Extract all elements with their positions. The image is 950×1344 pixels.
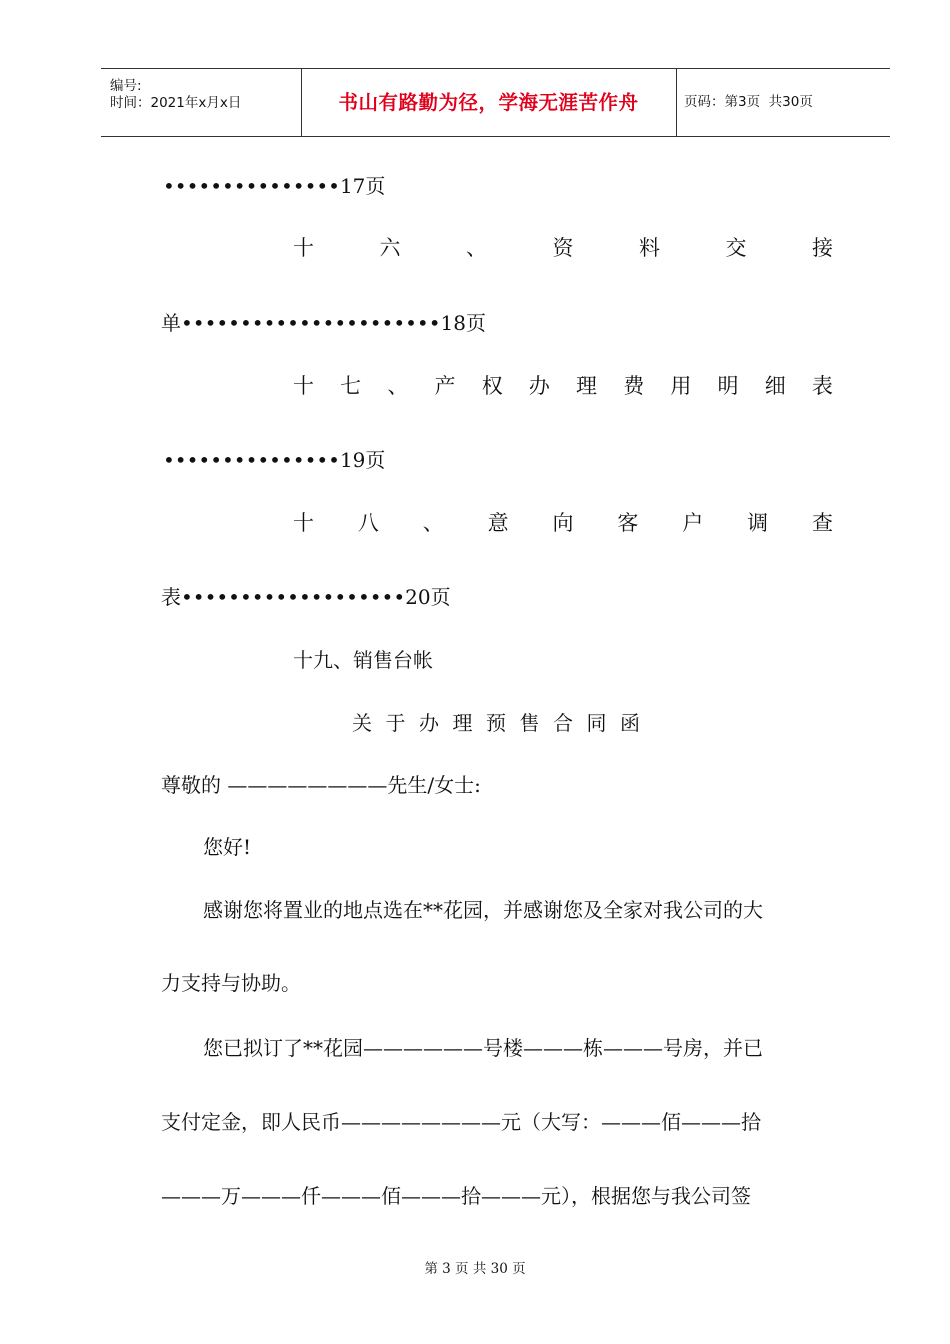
toc-line-dots-19: •••••••••••••••19页: [163, 448, 386, 472]
letter-title-char: 预: [486, 711, 506, 735]
header-meta-cell: [101, 69, 302, 136]
letter-title-char: 合: [553, 711, 573, 735]
toc-item-18-char: 查: [812, 511, 833, 535]
toc-item-17-char: 十: [293, 374, 314, 398]
toc-item-17-char: 办: [528, 374, 550, 398]
toc-item-18-char: 户: [682, 511, 704, 535]
toc-item-17-char: 明: [717, 374, 739, 398]
toc-item-17-char: 权: [481, 374, 503, 398]
toc-line-20: 表•••••••••••••••••••20页: [161, 585, 451, 609]
letter-title-char: 函: [620, 711, 640, 735]
toc-line-dots-17: •••••••••••••••17页: [163, 174, 386, 198]
toc-item-16-char: 资: [552, 236, 574, 260]
toc-item-16-char: 、: [466, 236, 487, 260]
toc-item-17-char: 表: [811, 374, 833, 398]
letter-greeting: 您好!: [203, 835, 252, 859]
toc-item-18-char: 八: [357, 511, 379, 535]
letter-title-char: 关: [352, 711, 372, 735]
toc-item-18-char: 、: [422, 511, 444, 535]
letter-title-char: 同: [586, 711, 607, 735]
toc-item-18-char: 向: [552, 511, 574, 535]
toc-item-18-char: 客: [617, 511, 639, 535]
toc-item-17-char: 细: [764, 374, 786, 398]
toc-item-16-char: 六: [379, 236, 401, 260]
toc-item-18: [293, 509, 833, 537]
document-header: [101, 68, 890, 137]
toc-item-18-char: 意: [487, 511, 509, 535]
paragraph-1-line-2: 力支持与协助。: [161, 971, 301, 995]
toc-item-16-char: 接: [812, 236, 833, 260]
paragraph-2-line-2: 支付定金，即人民币————————元（大写：———佰———拾: [161, 1110, 761, 1134]
toc-item-17: [293, 372, 833, 400]
letter-title: [352, 709, 640, 737]
header-page-info: 页码：第3页 共30页: [684, 94, 813, 110]
toc-item-18-char: 调: [747, 511, 769, 535]
letter-title-char: 办: [419, 711, 439, 735]
toc-item-16-char: 十: [293, 236, 314, 260]
paragraph-2-line-3: ———万———仟———佰———拾———元），根据您与我公司签: [161, 1184, 751, 1208]
header-motto: 书山有路勤为径，学海无涯苦作舟: [301, 69, 677, 136]
toc-item-17-char: 、: [387, 374, 409, 398]
toc-item-17-char: 产: [434, 374, 456, 398]
paragraph-2-line-1: 您已拟订了**花园——————号楼———栋———号房，并已: [203, 1036, 763, 1060]
toc-item-16-char: 料: [639, 236, 660, 260]
toc-item-16: [293, 234, 833, 262]
toc-item-16-char: 交: [725, 236, 747, 260]
toc-line-18: 单••••••••••••••••••••••18页: [161, 311, 486, 335]
toc-item-17-char: 理: [576, 374, 598, 398]
toc-item-18-char: 十: [293, 511, 314, 535]
toc-item-17-char: 费: [623, 374, 645, 398]
toc-item-17-char: 用: [670, 374, 692, 398]
letter-salutation: 尊敬的 ————————先生/女士:: [161, 773, 481, 797]
toc-item-17-char: 七: [340, 374, 362, 398]
toc-item-19: 十九、销售台帐: [293, 648, 433, 672]
document-time-label: 时间：2021年x月x日: [110, 95, 242, 111]
page-footer: 第 3 页 共 30 页: [424, 1261, 526, 1277]
letter-title-char: 于: [385, 711, 406, 735]
letter-title-char: 售: [519, 711, 540, 735]
letter-title-char: 理: [452, 711, 473, 735]
paragraph-1-line-1: 感谢您将置业的地点选在**花园，并感谢您及全家对我公司的大: [203, 898, 763, 922]
document-number-label: 编号:: [110, 78, 142, 94]
